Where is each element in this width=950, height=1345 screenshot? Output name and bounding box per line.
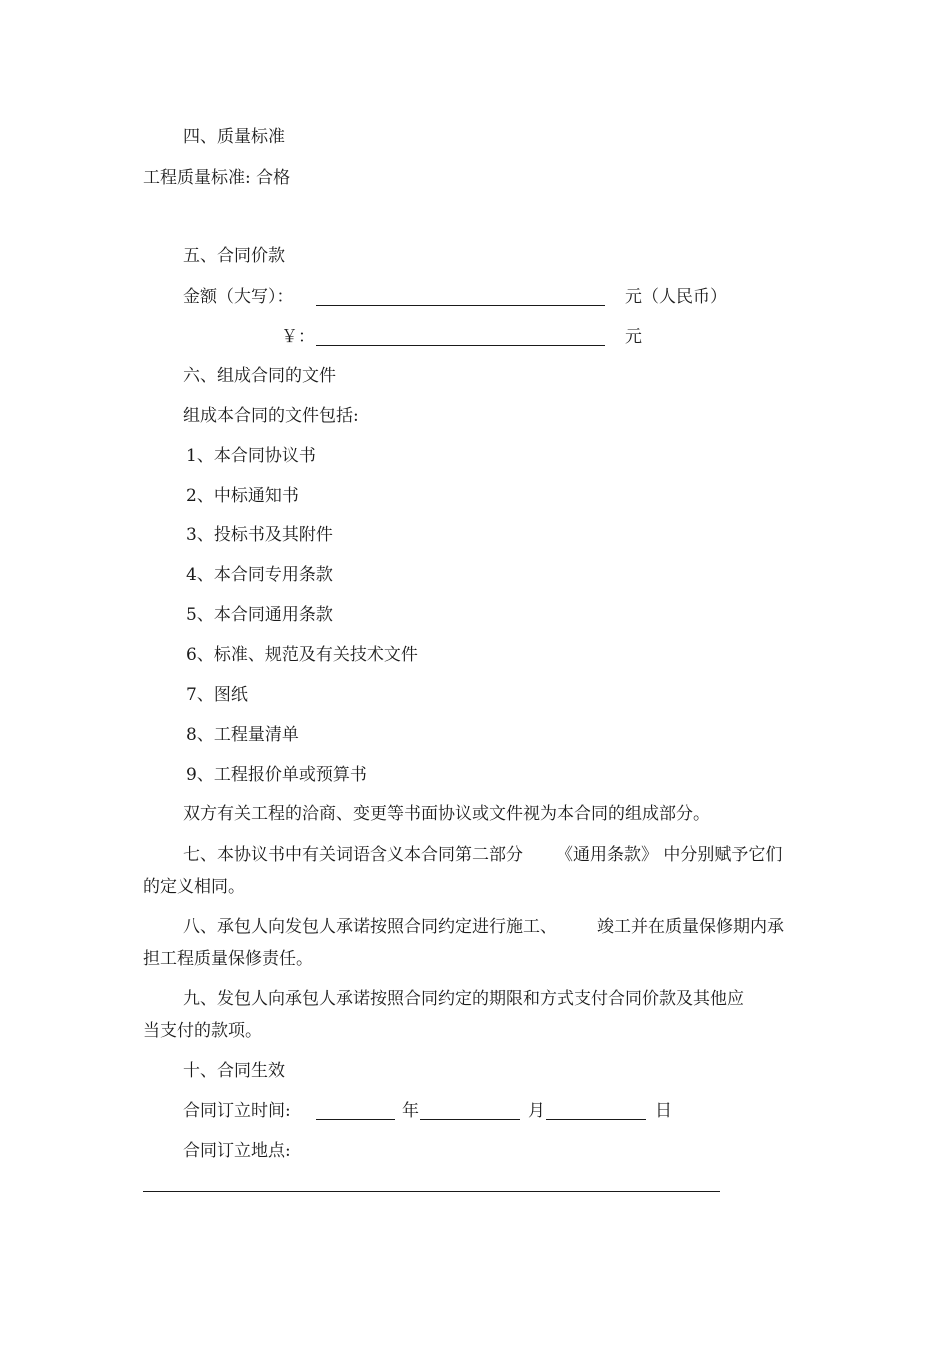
document-list-item: 9、工程报价单或预算书 — [186, 765, 367, 785]
document-list-item: 5、本合同通用条款 — [186, 605, 333, 625]
amount-words-unit: 元（人民币） — [625, 287, 727, 307]
document-list-item: 7、图纸 — [186, 685, 248, 705]
document-list-item: 1、本合同协议书 — [186, 446, 316, 466]
quality-standard-line — [143, 167, 290, 189]
section-6-heading: 六、组成合同的文件 — [183, 366, 336, 386]
document-list-item: 8、工程量清单 — [186, 725, 299, 745]
section-7-line-2: 的定义相同。 — [143, 877, 245, 897]
document-list-item: 6、标准、规范及有关技术文件 — [186, 645, 418, 665]
documents-intro: 组成本合同的文件包括: — [183, 406, 359, 426]
amount-yen-blank — [316, 345, 605, 346]
amount-yen-unit: 元 — [625, 327, 642, 347]
documents-note: 双方有关工程的洽商、变更等书面协议或文件视为本合同的组成部分。 — [183, 804, 710, 824]
signing-month-blank — [420, 1119, 520, 1120]
document-list-item: 4、本合同专用条款 — [186, 565, 333, 585]
signing-year-label: 年 — [402, 1101, 419, 1121]
amount-words-label: 金额（大写）： — [183, 287, 294, 307]
quality-standard-value: 合格 — [256, 168, 291, 188]
signing-place-blank — [143, 1191, 720, 1192]
section-8-line-1b: 竣工并在质量保修期内承 — [597, 917, 784, 937]
section-9-line-1: 九、发包人向承包人承诺按照合同约定的期限和方式支付合同价款及其他应 — [183, 989, 744, 1009]
section-7-line-1b: 《通用条款》 中分别赋予它们 — [556, 845, 783, 865]
signing-day-blank — [546, 1119, 646, 1120]
signing-place-label: 合同订立地点: — [183, 1141, 291, 1161]
section-10-heading: 十、合同生效 — [183, 1061, 285, 1081]
document-list-item: 3、投标书及其附件 — [186, 525, 333, 545]
signing-day-label: 日 — [655, 1101, 672, 1121]
section-9-line-2: 当支付的款项。 — [143, 1021, 262, 1041]
section-7-line-1a: 七、本协议书中有关词语含义本合同第二部分 — [183, 845, 523, 865]
quality-standard-label: 工程质量标准: — [143, 168, 251, 188]
section-5-heading: 五、合同价款 — [183, 246, 285, 266]
section-4-heading: 四、质量标准 — [183, 127, 285, 147]
section-8-line-1a: 八、承包人向发包人承诺按照合同约定进行施工、 — [183, 917, 557, 937]
signing-month-label: 月 — [528, 1101, 545, 1121]
signing-year-blank — [316, 1119, 395, 1120]
amount-words-blank — [316, 305, 605, 306]
section-8-line-2: 担工程质量保修责任。 — [143, 949, 313, 969]
signing-time-label: 合同订立时间: — [183, 1101, 291, 1121]
document-list-item: 2、中标通知书 — [186, 486, 299, 506]
amount-yen-label: ￥： — [281, 327, 315, 347]
